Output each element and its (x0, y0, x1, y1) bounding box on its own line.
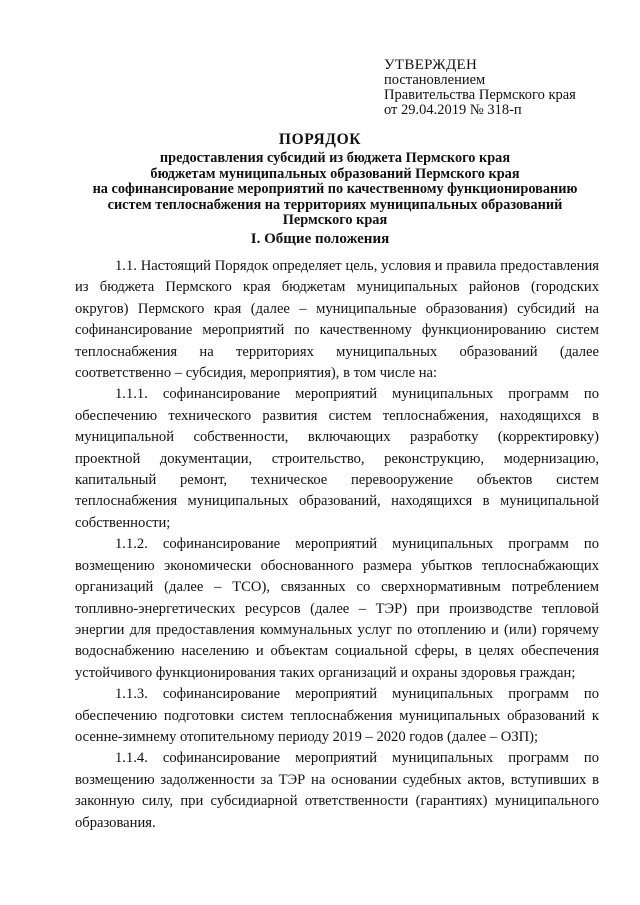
paragraph: 1.1. Настоящий Порядок определяет цель, условия и правила предоставления из бюджета Пермского края бюджетам муниципальных районов (городских округов) Пермского края (далее – муниципальные образования) субсидий на софинансирование мероприятий по качественному функционированию систем теплоснабжения на территориях муниципальных образований (далее соответственно – субсидия, мероприятия), в том числе на: (75, 258, 599, 382)
subtitle-line: Пермского края (282, 212, 388, 228)
document-body (75, 256, 599, 834)
approval-line: постановлением (384, 72, 486, 88)
document-title: ПОРЯДОК (278, 131, 362, 148)
paragraph: 1.1.4. софинансирование мероприятий муниципальных программ по возмещению задолженности за ТЭР на основании судебных актов, вступивших в законную силу, при субсидиарной ответственности (гарантиях) муниципального образования. (75, 750, 599, 831)
approval-heading: УТВЕРЖДЕН (384, 57, 478, 73)
approval-line: Правительства Пермского края (384, 87, 576, 103)
approval-line: от 29.04.2019 № 318-п (384, 102, 522, 118)
paragraph: 1.1.3. софинансирование мероприятий муниципальных программ по обеспечению подготовки систем теплоснабжения муниципальных образований к осенне-зимнему отопительному периоду 2019 – 2020 годов (далее – ОЗП); (75, 686, 599, 745)
section-heading: I. Общие положения (250, 231, 390, 247)
subtitle-line: бюджетам муниципальных образований Пермского края (150, 165, 520, 182)
paragraph: 1.1.1. софинансирование мероприятий муниципальных программ по обеспечению технического развития систем теплоснабжения, находящихся в муниципальной собственности, включающих разработку (корректировку) проектной документации, строительство, реконструкцию, модернизацию, капитальный ремонт, техническое перевооружение объектов систем теплоснабжения муниципальных образований, находящихся в муниципальной собственности; (75, 386, 599, 531)
subtitle-line: на софинансирование мероприятий по качественному функционированию (92, 181, 578, 197)
subtitle-line: систем теплоснабжения на территориях муниципальных образований (107, 196, 563, 213)
document-subtitle (70, 151, 600, 229)
approval-stamp (384, 58, 576, 118)
paragraph: 1.1.2. софинансирование мероприятий муниципальных программ по возмещению экономически обоснованного размера убытков теплоснабжающих организаций (далее – ТСО), связанных со сверхнормативным потреблением топливно-энергетических ресурсов (далее – ТЭР) при производстве тепловой энергии для предоставления коммунальных услуг по отоплению и (или) горячему водоснабжению населению и объектам социальной сферы, в целях обеспечения устойчивого функционирования таких организаций и охраны здоровья граждан; (75, 536, 599, 681)
subtitle-line: предоставления субсидий из бюджета Пермского края (159, 150, 511, 166)
